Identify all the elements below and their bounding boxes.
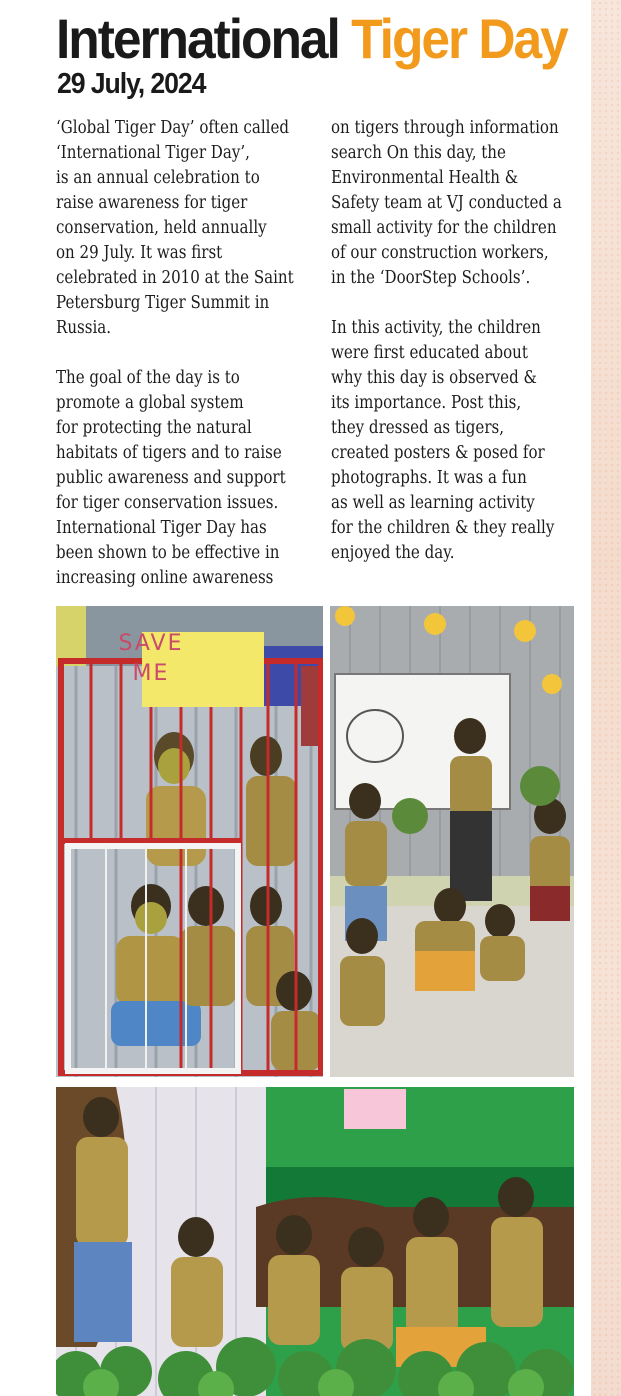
article-text-line: been shown to be effective in xyxy=(56,543,280,563)
article-text-line: ‘Global Tiger Day’ often called xyxy=(56,118,290,138)
article-text-line: In this activity, the children xyxy=(331,318,541,338)
article-text-line: for the children & they really xyxy=(331,518,555,538)
article-text-line: celebrated in 2010 at the Saint xyxy=(56,268,294,288)
article-text-line: its importance. Post this, xyxy=(331,393,522,413)
article-text-line: habitats of tigers and to raise xyxy=(56,443,282,463)
article-text-line: for protecting the natural xyxy=(56,418,252,438)
paragraph-gap xyxy=(331,291,589,316)
page-title xyxy=(56,4,567,74)
article-text-line: enjoyed the day. xyxy=(331,543,455,563)
article-text-line: ‘International Tiger Day’, xyxy=(56,143,250,163)
paragraph-gap xyxy=(56,341,326,366)
article-text-line: raise awareness for tiger xyxy=(56,193,248,213)
article-text-line: promote a global system xyxy=(56,393,244,413)
article-text-line: increasing online awareness xyxy=(56,568,274,588)
article-text-line: is an annual celebration to xyxy=(56,168,260,188)
article-text-line: Petersburg Tiger Summit in xyxy=(56,293,270,313)
article-text-line: for tiger conservation issues. xyxy=(56,493,279,513)
article-column-right xyxy=(331,116,589,566)
article-text-line: why this day is observed & xyxy=(331,368,537,388)
photo-children-whiteboard xyxy=(330,606,574,1077)
article-text-line: small activity for the children xyxy=(331,218,557,238)
article-text-line: conservation, held annually xyxy=(56,218,267,238)
article-text-line: created posters & posed for xyxy=(331,443,545,463)
title-main: International xyxy=(56,7,339,70)
article-text-line: they dressed as tigers, xyxy=(331,418,505,438)
article-date: 29 July, 2024 xyxy=(57,68,206,100)
save-me-sign: SAVE ME xyxy=(118,631,184,686)
article-text-line: Safety team at VJ conducted a xyxy=(331,193,562,213)
article-text-line: photographs. It was a fun xyxy=(331,468,527,488)
photo-children-green-wall xyxy=(56,1087,574,1396)
article-text-line: of our construction workers, xyxy=(331,243,549,263)
article-text-line: in the ‘DoorStep Schools’. xyxy=(331,268,531,288)
article-text-line: The goal of the day is to xyxy=(56,368,240,388)
article-text-line: Russia. xyxy=(56,318,112,338)
article-text-line: were first educated about xyxy=(331,343,528,363)
article-text-line: as well as learning activity xyxy=(331,493,535,513)
article-text-line: on 29 July. It was first xyxy=(56,243,223,263)
article-text-line: search On this day, the xyxy=(331,143,506,163)
article-text-line: public awareness and support xyxy=(56,468,286,488)
article-column-left xyxy=(56,116,326,591)
title-accent: Tiger Day xyxy=(351,7,567,70)
article-text-line: Environmental Health & xyxy=(331,168,519,188)
article-text-line: on tigers through information xyxy=(331,118,559,138)
article-text-line: International Tiger Day has xyxy=(56,518,267,538)
decorative-side-strip xyxy=(591,0,621,1396)
